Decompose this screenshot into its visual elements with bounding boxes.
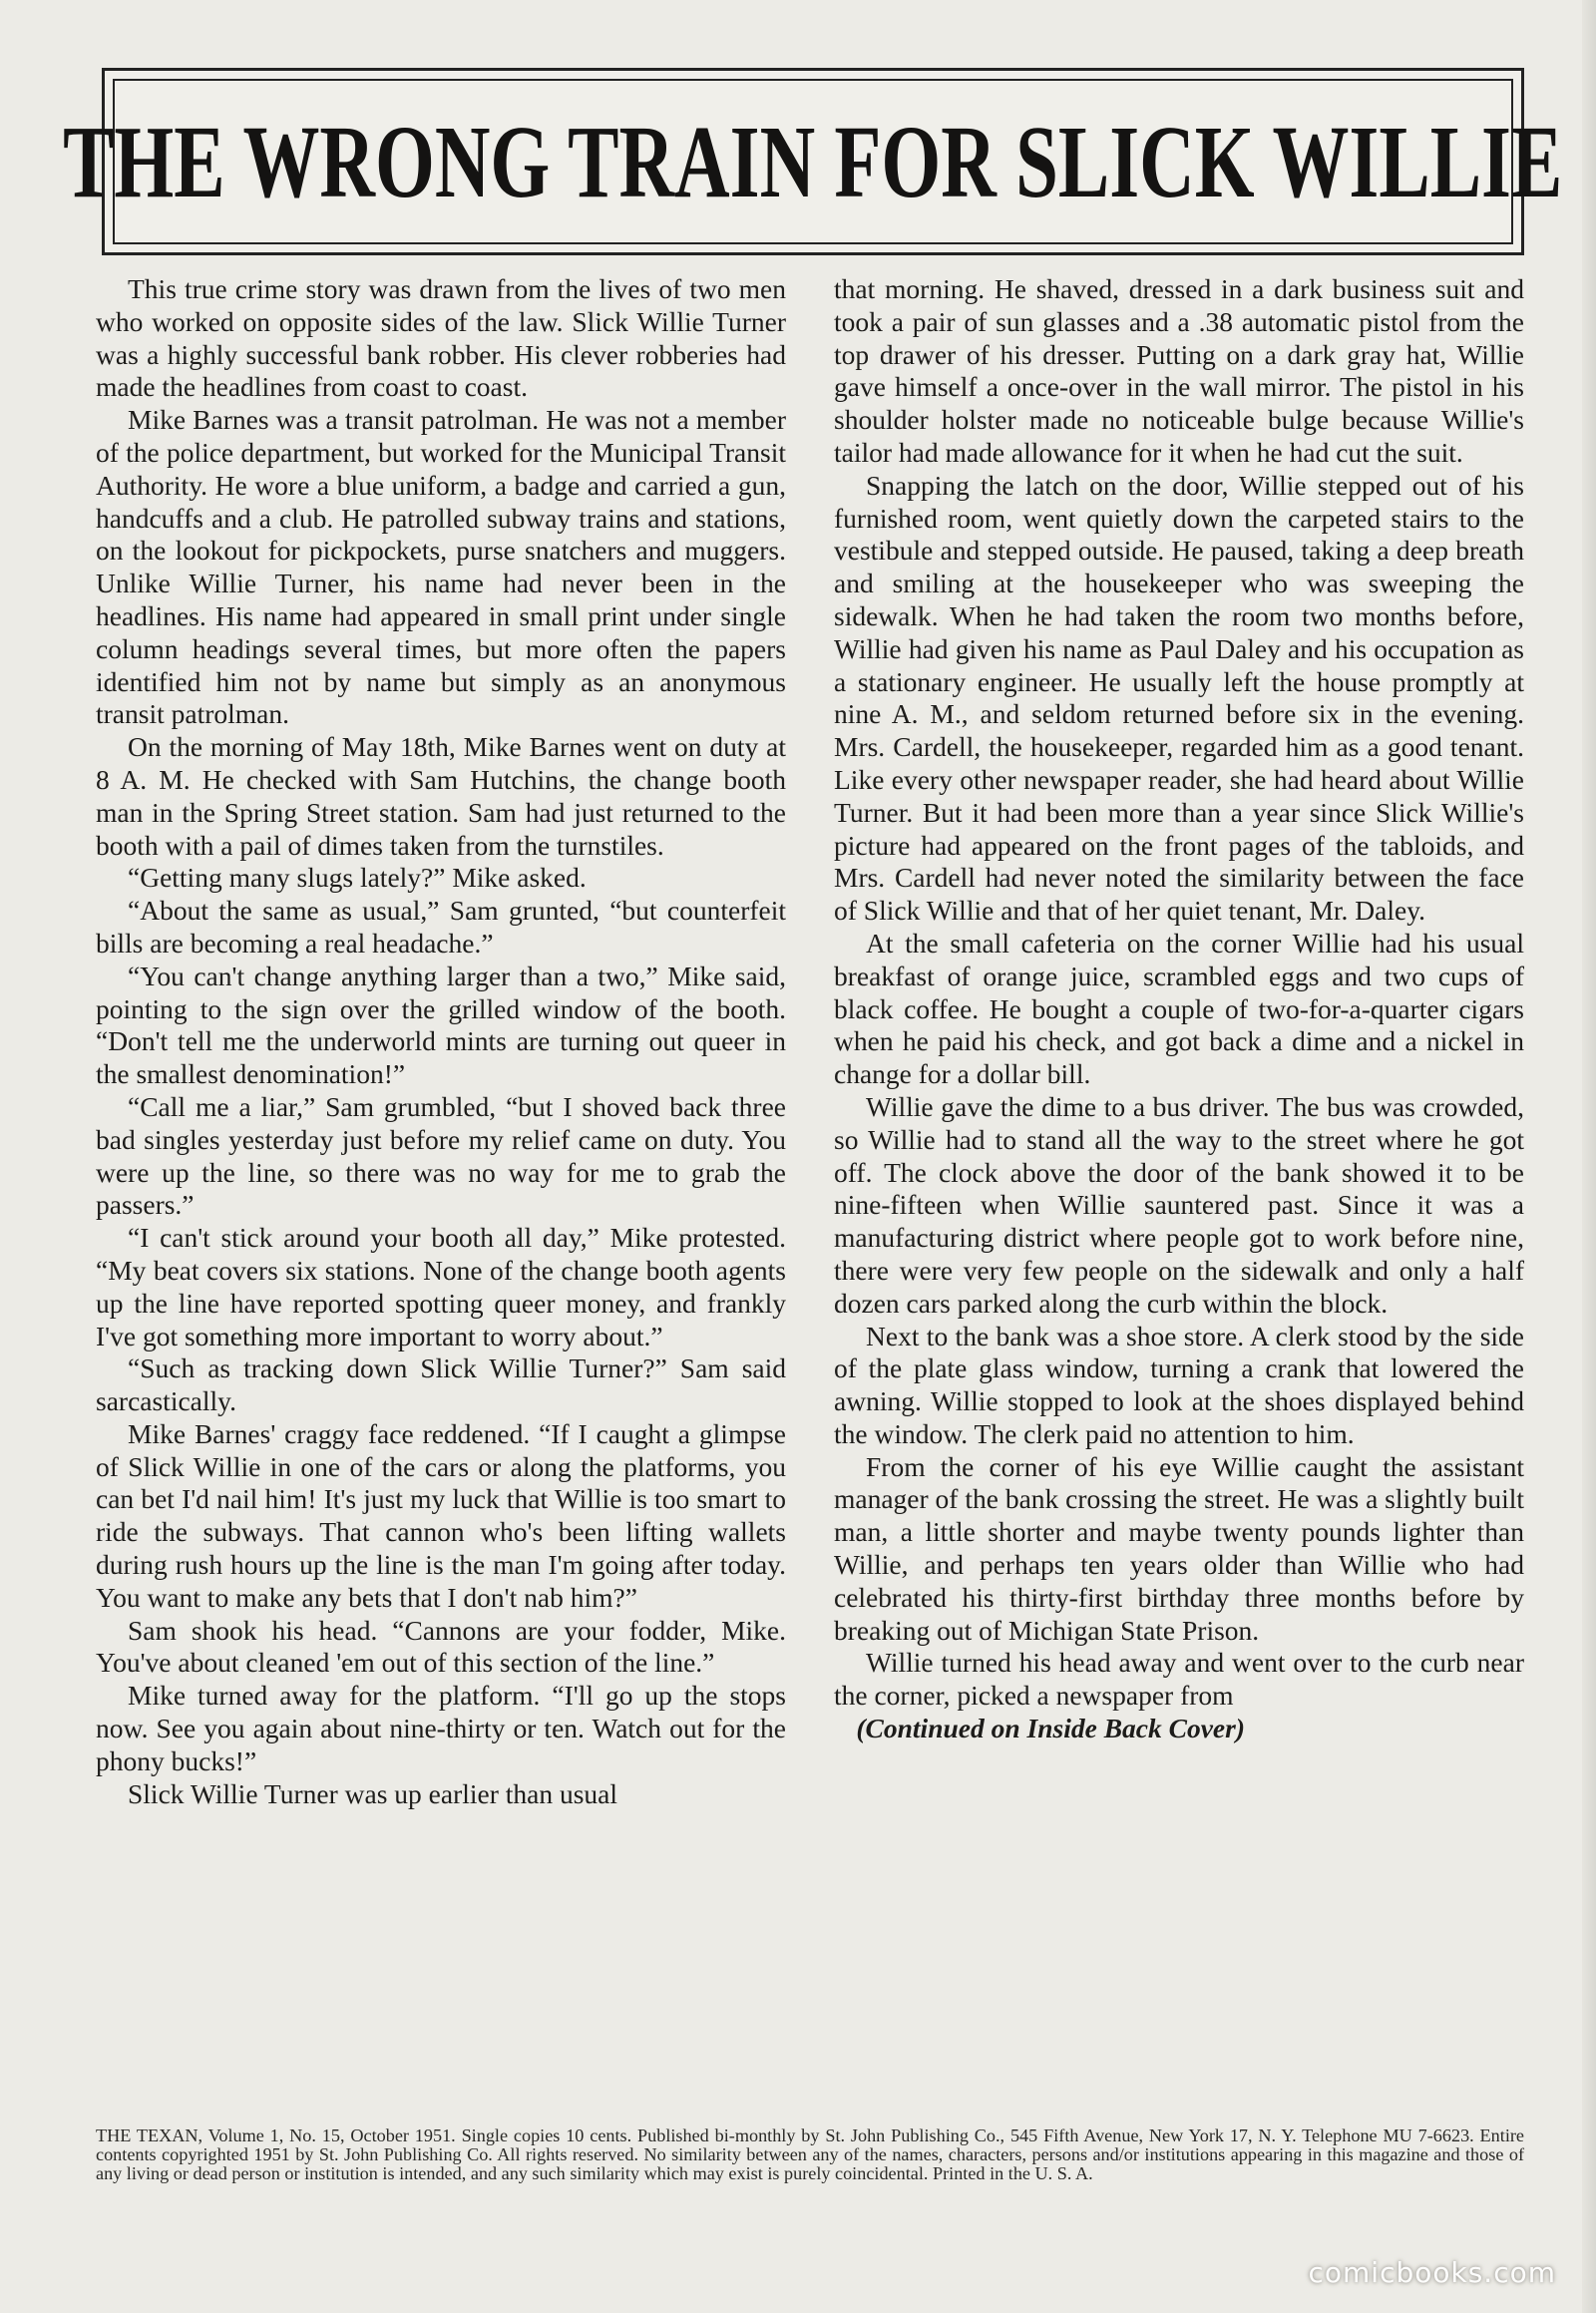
paragraph: On the morning of May 18th, Mike Barnes went on duty at 8 A. M. He checked with Sam Hutchins, the change booth man in the Spring Street station. Sam had just returned to the booth with a pail of dimes taken from the turnstiles. <box>96 731 786 861</box>
paragraph: Snapping the latch on the door, Willie stepped out of his furnished room, went quietly down the carpeted stairs to the vestibule and stepped outside. He paused, taking a deep breath and smiling at the housekeeper who was sweeping the sidewalk. When he had taken the room two months before, Willie had given his name as Paul Daley and his occupation as a stationary engineer. He usually left the house promptly at nine A. M., and seldom returned before six in the evening. Mrs. Cardell, the housekeeper, regarded him as a good tenant. Like every other newspaper reader, she had heard about Willie Turner. But it had been more than a year since Slick Willie's picture had appeared on the front pages of the tabloids, and Mrs. Cardell had never noted the similarity between the face of Slick Willie and that of her quiet tenant, Mr. Daley. <box>834 469 1524 927</box>
story-title: THE WRONG TRAIN FOR SLICK WILLIE <box>63 104 1563 219</box>
paragraph: “Getting many slugs lately?” Mike asked. <box>128 862 587 894</box>
page-edge <box>1582 0 1596 2313</box>
paragraph: “You can't change anything larger than a two,” Mike said, pointing to the sign over the grilled window of the booth. “Don't tell me the underworld mints are turning out queer in the smallest denomination!” <box>96 960 786 1090</box>
right-column <box>834 273 1524 1745</box>
title-frame <box>63 68 1563 255</box>
left-column <box>96 273 786 1810</box>
paragraph: “I can't stick around your booth all day,” Mike protested. “My beat covers six stations. None of the change booth agents up the line have reported spotting queer money, and frankly I've got something more important to worry about.” <box>96 1222 786 1351</box>
paragraph: that morning. He shaved, dressed in a dark business suit and took a pair of sun glasses and a .38 automatic pistol from the top drawer of his dresser. Putting on a dark gray hat, Willie gave himself a once-over in the wall mirror. The pistol in his shoulder holster made no noticeable bulge because Willie's tailor had made allowance for it when he had cut the suit. <box>834 273 1524 468</box>
publication-footer: THE TEXAN, Volume 1, No. 15, October 1951. Single copies 10 cents. Published bi-monthly by St. John Publishing Co., 545 Fifth Avenue, New York 17, N. Y. Telephone MU 7-6623. Entire contents copyrighted 1951 by St. John Publishing Co. All rights reserved. No similarity between any of the names, characters, persons and/or institutions appearing in this magazine and those of any living or dead person or institution is intended, and any such similarity which may exist is purely coincidental. Printed in the U. S. A. <box>96 2125 1524 2183</box>
title-inner-border <box>63 79 1563 244</box>
paragraph: Mike Barnes was a transit patrolman. He was not a member of the police department, but worked for the Municipal Transit Authority. He wore a blue uniform, a badge and carried a gun, handcuffs and a club. He patrolled subway trains and stations, on the lookout for pickpockets, purse snatchers and muggers. Unlike Willie Turner, his name had never been in the headlines. His name had appeared in small print under single column headings several times, but more often the papers identified him not by name but simply as an anonymous transit patrolman. <box>96 404 786 730</box>
paragraph: Next to the bank was a shoe store. A clerk stood by the side of the plate glass window, turning a crank that lowered the awning. Willie stopped to look at the shoes displayed behind the window. The clerk paid no attention to him. <box>834 1320 1524 1449</box>
paragraph: Slick Willie Turner was up earlier than usual <box>128 1777 618 1809</box>
paragraph: Mike turned away for the platform. “I'll go up the stops now. See you again about nine-thirty or ten. Watch out for the phony bucks!” <box>96 1680 786 1776</box>
paragraph: “Such as tracking down Slick Willie Turner?” Sam said sarcastically. <box>96 1352 786 1417</box>
paragraph: At the small cafeteria on the corner Willie had his usual breakfast of orange juice, scrambled eggs and two cups of black coffee. He bought a couple of two-for-a-quarter cigars when he paid his check, and got back a dime and a nickel in change for a dollar bill. <box>834 927 1524 1090</box>
paragraph: “Call me a liar,” Sam grumbled, “but I shoved back three bad singles yesterday just before my relief came on duty. You were up the line, so there was no way for me to grab the passers.” <box>96 1090 786 1221</box>
site-watermark: comicbooks.com <box>1308 2256 1556 2289</box>
paragraph: This true crime story was drawn from the lives of two men who worked on opposite sides of the law. Slick Willie Turner was a highly successful bank robber. His clever robberies had made the headlines from coast to coast. <box>96 273 786 403</box>
paragraph: Willie turned his head away and went over to the curb near the corner, picked a newspaper from <box>834 1647 1524 1712</box>
paragraph: Mike Barnes' craggy face reddened. “If I caught a glimpse of Slick Willie in one of the cars or along the platforms, you can bet I'd nail him! It's just my luck that Willie is too smart to ride the subways. That cannon who's been lifting wallets during rush hours up the line is the man I'm going after today. You want to make any bets that I don't nab him?” <box>96 1417 786 1613</box>
paragraph: Willie gave the dime to a bus driver. The bus was crowded, so Willie had to stand all the way to the street where he got off. The clock above the door of the bank showed it to be nine-fifteen when Willie sauntered past. Since it was a manufacturing district where people got to work before nine, there were very few people on the sidewalk and only a half dozen cars parked along the curb within the block. <box>834 1090 1524 1319</box>
paragraph: Sam shook his head. “Cannons are your fodder, Mike. You've about cleaned 'em out of this section of the line.” <box>96 1614 786 1679</box>
paragraph: From the corner of his eye Willie caught the assistant manager of the bank crossing the street. He was a slightly built man, a little shorter and maybe twenty pounds lighter than Willie, and perhaps ten years older than Willie who had celebrated his thirty-first birthday three months before by breaking out of Michigan State Prison. <box>834 1450 1524 1646</box>
continued-note: (Continued on Inside Back Cover) <box>856 1713 1245 1744</box>
paragraph: “About the same as usual,” Sam grunted, “but counterfeit bills are becoming a real headache.” <box>96 895 786 959</box>
